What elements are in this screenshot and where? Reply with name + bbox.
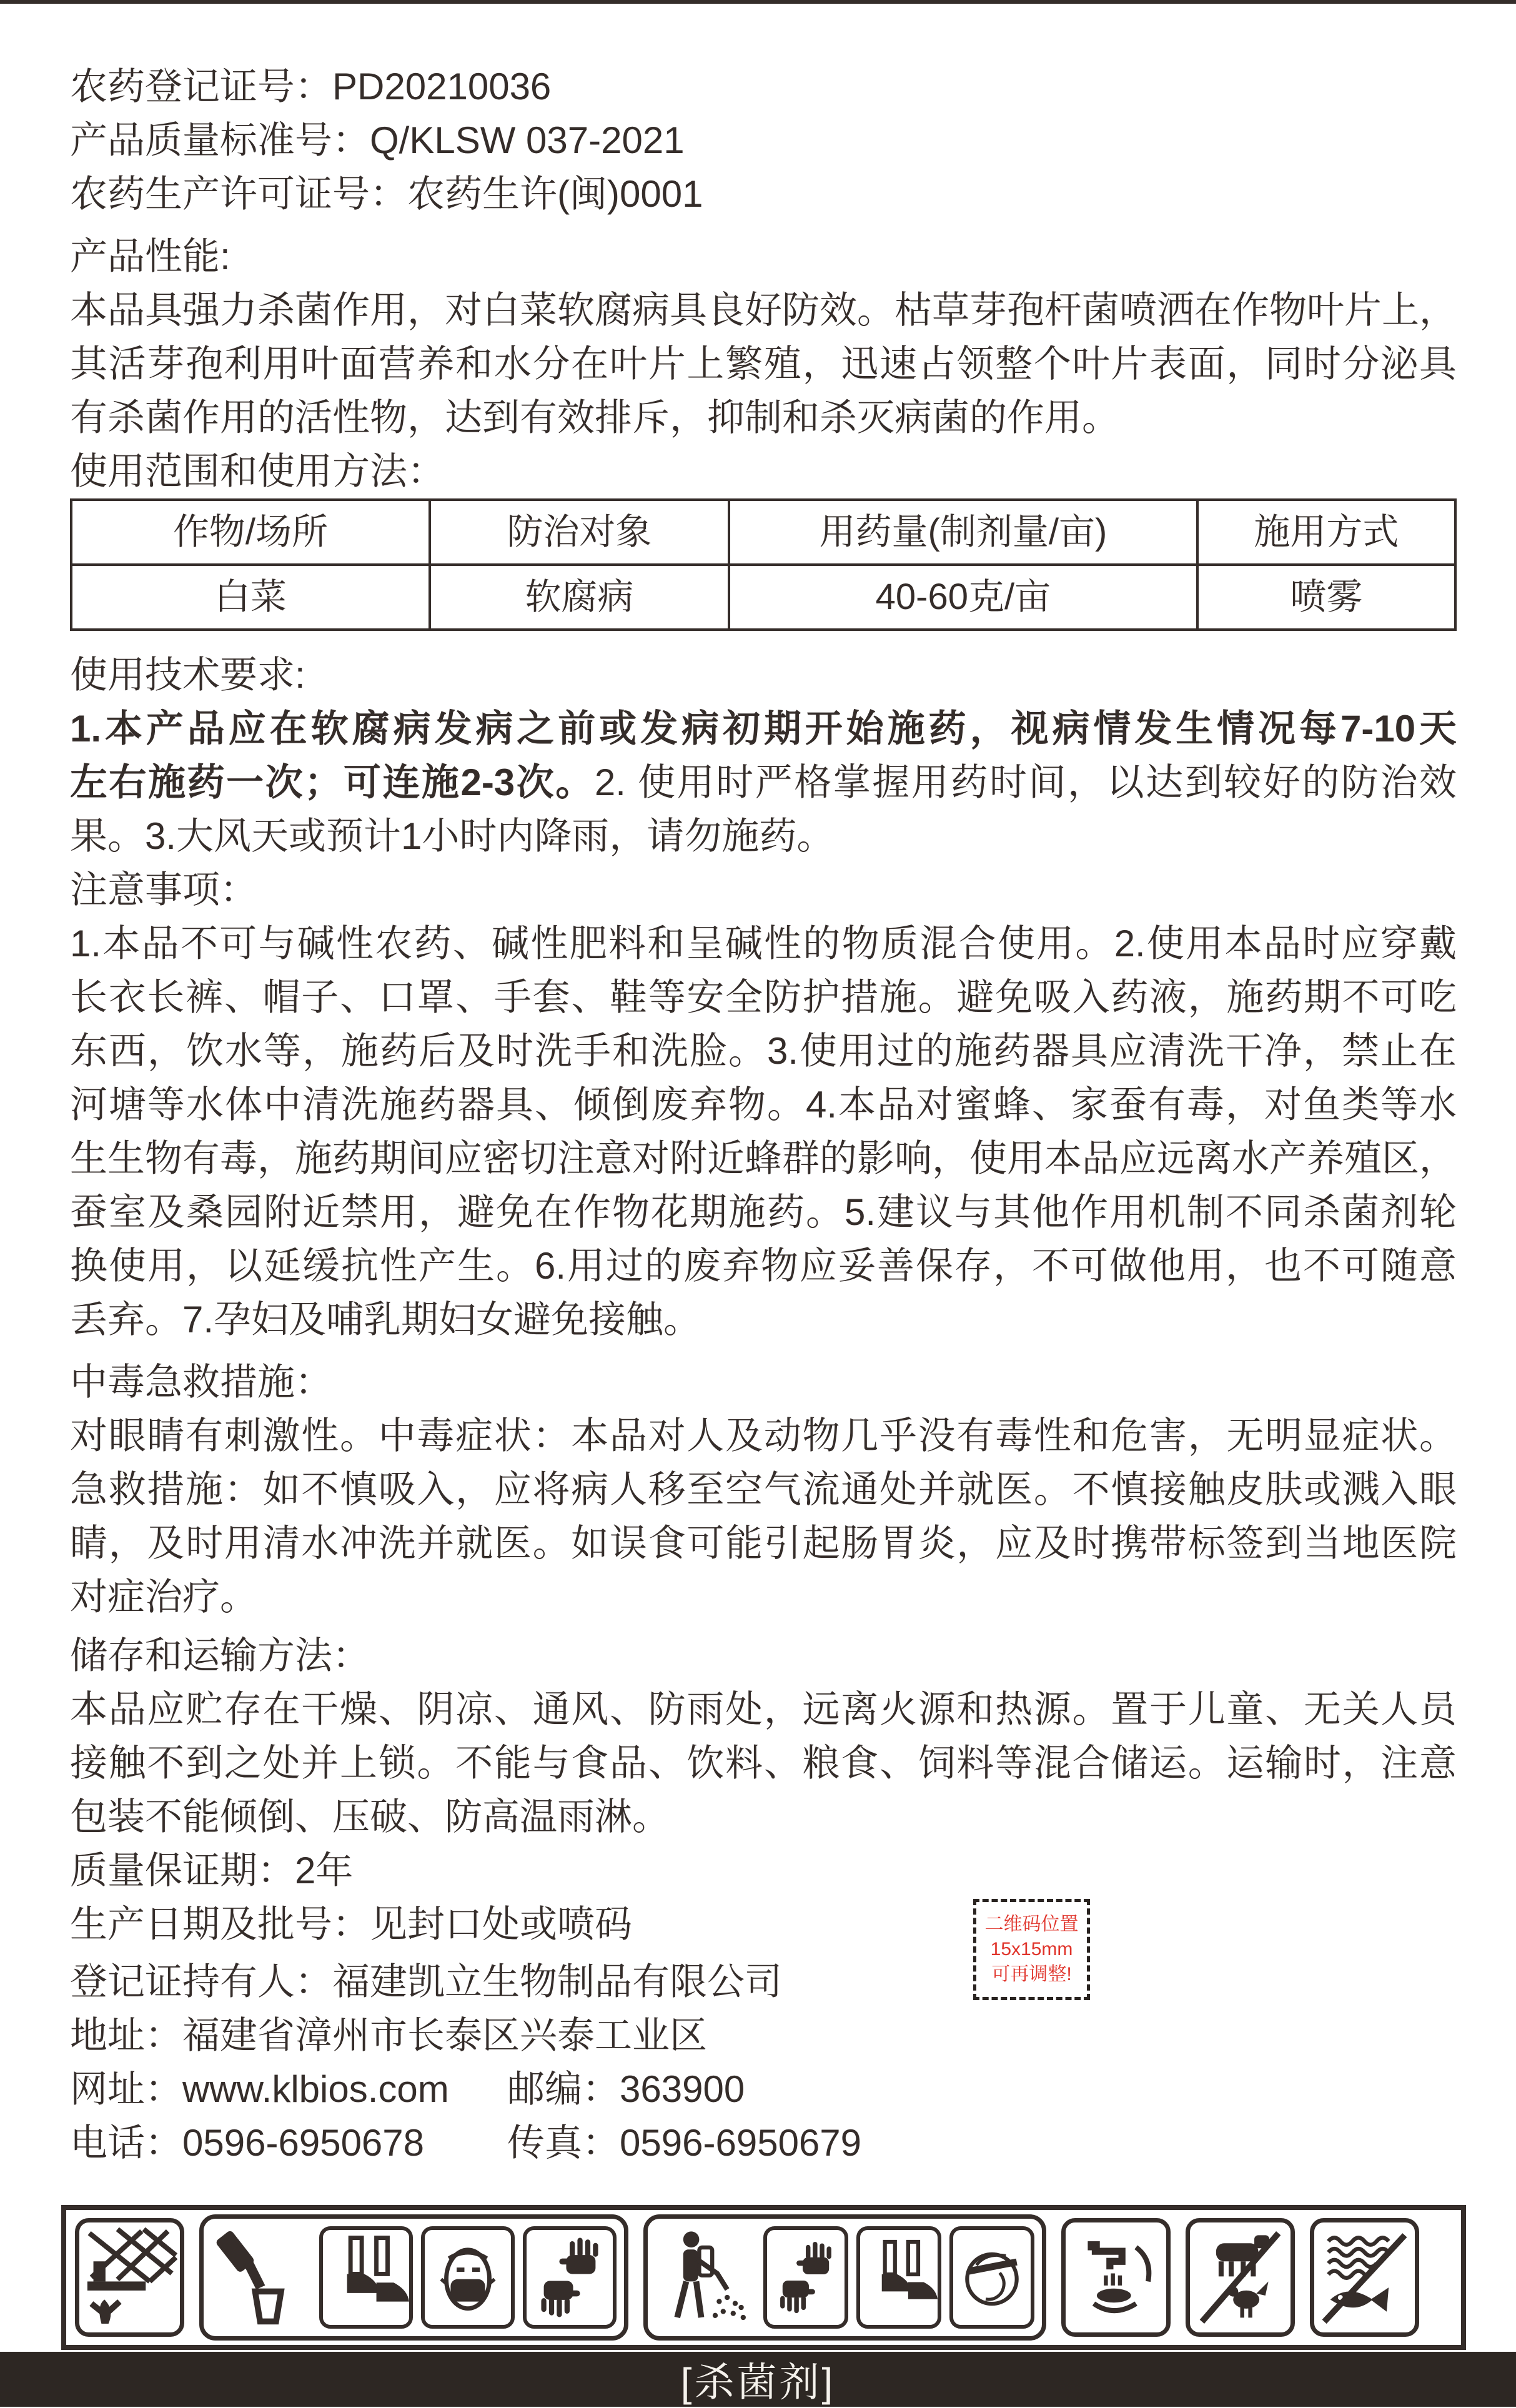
qr-note-line2: 15x15mm [990,1939,1073,1960]
website-label: 网址： [70,2068,182,2110]
application-protection-group [643,2214,1046,2341]
usage-table-header-row [71,500,1455,565]
section-title-performance: 产品性能: [70,235,230,277]
usage-table-data-row [71,565,1455,630]
section-title-first-aid: 中毒急救措施： [70,1361,332,1403]
text-segment: 果。3.大风天或预计1小时内降雨，请勿施药。 [70,815,835,857]
text-line: 包装不能倾倒、压破、防高温雨淋。 [70,1796,670,1838]
no-livestock-icon [1186,2218,1295,2337]
text-segment: 2. 使用时严格掌握用药时间，以达到较好的防治效 [594,761,1457,803]
text-line: 1.本品不可与碱性农药、碱性肥料和呈碱性的物质混合使用。2.使用本品时应穿戴 [70,923,1457,964]
text-line: 蚕室及桑园附近禁用，避免在作物花期施药。5.建议与其他作用机制不同杀菌剂轮 [70,1191,1457,1233]
face-mask-icon [421,2226,515,2329]
bold-text-segment: 1.本产品应在软腐病发病之前或发病初期开始施药，视病情发生情况每7-10天 [70,708,1457,750]
label-content [70,60,1457,2170]
text-line: 有杀菌作用的活性物，达到有效排斥，抑制和杀灭病菌的作用。 [70,397,1119,438]
no-aquatic-exposure-icon [1310,2218,1419,2337]
spray-application-icon [655,2224,755,2331]
fax-label: 传真： [507,2122,620,2164]
quality-standard-number: 产品质量标准号：Q/KLSW 037-2021 [70,119,685,161]
text-line: 本品应贮存在干燥、阴凉、通风、防雨处，远离火源和热源。置于儿童、无关人员 [70,1688,1457,1730]
postcode-value: 363900 [620,2068,745,2110]
performance-section [70,230,1457,498]
text-line: 急救措施：如不慎吸入，应将病人移至空气流通处并就医。不慎接触皮肤或溅入眼 [70,1469,1457,1510]
website-value: www.klbios.com [182,2068,449,2110]
safety-pictogram-strip [61,2205,1466,2350]
technical-body [70,702,1457,863]
storage-section [70,1629,1457,1844]
keep-away-from-children-icon [75,2218,184,2337]
text-line [70,756,1457,810]
qr-note-line1: 二维码位置 [984,1914,1079,1935]
face-shield-icon [949,2226,1034,2329]
website-postcode-line [70,2063,1457,2116]
phone-fax-line [70,2116,1457,2170]
text-line [70,810,1457,863]
col-header-dosage: 用药量(制剂量/亩) [729,500,1197,565]
text-line: 对症治疗。 [70,1576,257,1618]
preparation-protection-group [199,2214,628,2341]
text-line: 其活芽孢利用叶面营养和水分在叶片上繁殖，迅速占领整个叶片表面，同时分泌具 [70,343,1457,385]
top-edge-strip [0,0,1516,4]
precautions-section [70,863,1457,1347]
text-line: 东西，饮水等，施药后及时洗手和洗脸。3.使用过的施药器具应清洗干净，禁止在 [70,1030,1457,1072]
warranty-period: 质量保证期：2年 [70,1850,354,1891]
text-line: 接触不到之处并上锁。不能与食品、饮料、粮食、饲料等混合储运。运输时，注意 [70,1742,1457,1784]
fax-value: 0596-6950679 [620,2122,862,2164]
qr-code-placeholder [973,1899,1090,2000]
category-label: [杀菌剂] [680,2360,836,2405]
performance-body [70,284,1457,445]
pour-dilute-icon [211,2224,311,2331]
batch-info: 生产日期及批号：见封口处或喷码 [70,1903,632,1945]
col-header-crop: 作物/场所 [71,500,430,565]
spacer [70,1624,1457,1629]
usage-table [70,498,1457,631]
text-line: 长衣长裤、帽子、口罩、手套、鞋等安全防护措施。避免吸入药液，施药期不可吃 [70,976,1457,1018]
qr-note-line3: 可再调整! [991,1964,1072,1984]
spacer [70,221,1457,230]
cell-target: 软腐病 [430,565,729,630]
first-aid-body [70,1409,1457,1624]
company-block [70,1955,1457,2170]
section-title-usage-scope: 使用范围和使用方法： [70,450,445,492]
category-bar [0,2352,1516,2407]
storage-body [70,1683,1457,1844]
protective-boots-icon [319,2226,413,2329]
section-title-technical: 使用技术要求: [70,654,305,696]
protective-gloves-icon [763,2226,848,2329]
bold-text-segment: 左右施药一次；可连施2-3次。 [70,761,595,803]
spacer [70,1347,1457,1355]
text-line: 换使用，以延缓抗性产生。6.用过的废弃物应妥善保存，不可做他用，也不可随意 [70,1245,1457,1287]
precautions-body [70,917,1457,1347]
section-title-storage: 储存和运输方法： [70,1635,370,1677]
protective-gloves-icon [523,2226,617,2329]
col-header-target: 防治对象 [430,500,729,565]
text-line: 睛，及时用清水冲洗并就医。如误食可能引起肠胃炎，应及时携带标签到当地医院 [70,1522,1457,1564]
text-line: 对眼睛有刺激性。中毒症状：本品对人及动物几乎没有毒性和危害，无明显症状。 [70,1415,1457,1457]
technical-requirements-section [70,648,1457,863]
text-line: 生生物有毒，施药期间应密切注意对附近蜂群的影响，使用本品应远离水产养殖区， [70,1137,1457,1179]
wash-after-use-icon [1061,2218,1171,2337]
cell-dosage: 40-60克/亩 [729,565,1197,630]
spacer [70,631,1457,648]
phone-value: 0596-6950678 [182,2122,425,2164]
cell-crop: 白菜 [71,565,430,630]
text-line: 本品具强力杀菌作用，对白菜软腐病具良好防效。枯草芽孢杆菌喷洒在作物叶片上， [70,289,1457,331]
text-line: 丢弃。7.孕妇及哺乳期妇女避免接触。 [70,1299,701,1340]
postcode-label: 邮编： [507,2068,620,2110]
section-title-precautions: 注意事项： [70,869,257,911]
text-line [70,702,1457,756]
text-line: 河塘等水体中清洗施药器具、倾倒废弃物。4.本品对蜜蜂、家蚕有毒，对鱼类等水 [70,1084,1457,1126]
website-pair [70,2063,507,2116]
company-address: 地址：福建省漳州市长泰区兴泰工业区 [70,2014,707,2056]
production-license-number: 农药生产许可证号：农药生许(闽)0001 [70,173,703,215]
col-header-method: 施用方式 [1197,500,1455,565]
cell-method: 喷雾 [1197,565,1455,630]
registration-number: 农药登记证号：PD20210036 [70,66,552,107]
registration-block [70,60,1457,221]
protective-boots-icon [856,2226,941,2329]
phone-label: 电话： [70,2122,182,2164]
registrant-holder: 登记证持有人：福建凯立生物制品有限公司 [70,1961,782,2003]
phone-pair [70,2116,507,2170]
first-aid-section [70,1355,1457,1624]
